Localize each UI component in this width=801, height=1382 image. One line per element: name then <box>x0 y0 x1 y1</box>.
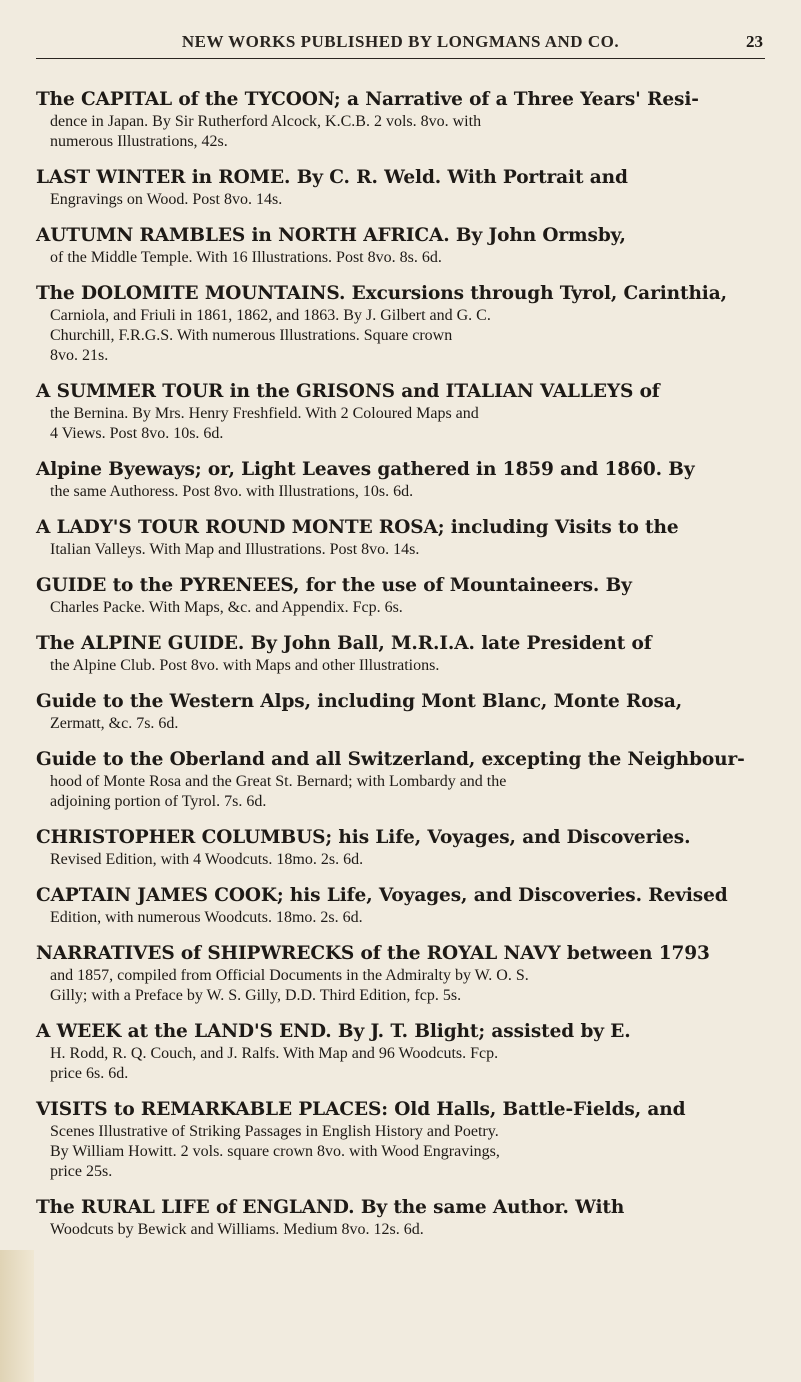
entry-title-line: The DOLOMITE MOUNTAINS. Excursions through Tyrol, Carinthia, <box>36 283 727 304</box>
entry-body-line: Italian Valleys. With Map and Illustrations. Post 8vo. 14s. <box>50 541 420 558</box>
catalogue-entry <box>36 458 764 502</box>
catalogue-entry <box>36 748 764 812</box>
entry-body-line: numerous Illustrations, 42s. <box>50 133 228 150</box>
entry-body-line: Engravings on Wood. Post 8vo. 14s. <box>50 191 283 208</box>
entry-title-line: VISITS to REMARKABLE PLACES: Old Halls, Battle-Fields, and <box>36 1099 686 1120</box>
entry-title-line: GUIDE to the PYRENEES, for the use of Mountaineers. By <box>36 575 632 596</box>
entry-title-line: Guide to the Western Alps, including Mont Blanc, Monte Rosa, <box>36 691 683 712</box>
entry-body-line: dence in Japan. By Sir Rutherford Alcock, K.C.B. 2 vols. 8vo. with <box>50 113 482 130</box>
entry-title-line: The ALPINE GUIDE. By John Ball, M.R.I.A. late President of <box>36 633 652 654</box>
entry-title-line: Guide to the Oberland and all Switzerland, excepting the Neighbour- <box>36 749 745 770</box>
entry-body-line: the Bernina. By Mrs. Henry Freshfield. With 2 Coloured Maps and <box>50 405 479 422</box>
entry-body-line: 4 Views. Post 8vo. 10s. 6d. <box>50 425 224 442</box>
running-title: NEW WORKS PUBLISHED BY LONGMANS AND CO. <box>181 32 620 51</box>
catalogue-entry <box>36 516 764 560</box>
entry-title-line: NARRATIVES of SHIPWRECKS of the ROYAL NAVY between 1793 <box>36 943 710 964</box>
entry-body-line: Scenes Illustrative of Striking Passages in English History and Poetry. <box>50 1123 499 1140</box>
entry-body-line: By William Howitt. 2 vols. square crown 8vo. with Wood Engravings, <box>50 1143 500 1160</box>
catalogue-entry <box>36 88 764 152</box>
entry-body-line: Zermatt, &c. 7s. 6d. <box>50 715 179 732</box>
catalogue-entry <box>36 1020 764 1084</box>
entry-body-line: price 25s. <box>50 1163 113 1180</box>
catalogue-list <box>36 88 764 1254</box>
entry-title-line: CHRISTOPHER COLUMBUS; his Life, Voyages, and Discoveries. <box>36 827 691 848</box>
catalogue-entry <box>36 1098 764 1182</box>
catalogue-entry <box>36 224 764 268</box>
entry-title-line: AUTUMN RAMBLES in NORTH AFRICA. By John Ormsby, <box>36 225 626 246</box>
entry-body-line: and 1857, compiled from Official Documents in the Admiralty by W. O. S. <box>50 967 529 984</box>
entry-title-line: A SUMMER TOUR in the GRISONS and ITALIAN VALLEYS of <box>36 381 660 402</box>
entry-body-line: hood of Monte Rosa and the Great St. Bernard; with Lombardy and the <box>50 773 507 790</box>
running-header <box>0 18 801 62</box>
catalogue-entry <box>36 574 764 618</box>
entry-body-line: H. Rodd, R. Q. Couch, and J. Ralfs. With Map and 96 Woodcuts. Fcp. <box>50 1045 499 1062</box>
entry-body-line: price 6s. 6d. <box>50 1065 129 1082</box>
entry-title-line: A WEEK at the LAND'S END. By J. T. Blight; assisted by E. <box>36 1021 631 1042</box>
entry-body-line: the same Authoress. Post 8vo. with Illustrations, 10s. 6d. <box>50 483 414 500</box>
entry-title-line: Alpine Byeways; or, Light Leaves gathered in 1859 and 1860. By <box>36 459 695 480</box>
catalogue-entry <box>36 690 764 734</box>
catalogue-entry <box>36 884 764 928</box>
header-rule <box>36 58 765 59</box>
catalogue-entry <box>36 282 764 366</box>
entry-body-line: Churchill, F.R.G.S. With numerous Illustrations. Square crown <box>50 327 453 344</box>
catalogue-entry <box>36 632 764 676</box>
entry-body-line: Gilly; with a Preface by W. S. Gilly, D.D. Third Edition, fcp. 5s. <box>50 987 462 1004</box>
entry-body-line: Carniola, and Friuli in 1861, 1862, and 1863. By J. Gilbert and G. C. <box>50 307 491 324</box>
catalogue-entry <box>36 166 764 210</box>
entry-title-line: The RURAL LIFE of ENGLAND. By the same Author. With <box>36 1197 625 1218</box>
page-number: 23 <box>746 32 763 51</box>
entry-body-line: Woodcuts by Bewick and Williams. Medium 8vo. 12s. 6d. <box>50 1221 424 1238</box>
entry-body-line: adjoining portion of Tyrol. 7s. 6d. <box>50 793 267 810</box>
catalogue-entry <box>36 942 764 1006</box>
catalogue-entry <box>36 1196 764 1240</box>
entry-body-line: of the Middle Temple. With 16 Illustrations. Post 8vo. 8s. 6d. <box>50 249 442 266</box>
entry-body-line: the Alpine Club. Post 8vo. with Maps and other Illustrations. <box>50 657 440 674</box>
entry-body-line: Charles Packe. With Maps, &c. and Appendix. Fcp. 6s. <box>50 599 403 616</box>
entry-body-line: Edition, with numerous Woodcuts. 18mo. 2s. 6d. <box>50 909 363 926</box>
catalogue-entry <box>36 380 764 444</box>
entry-body-line: 8vo. 21s. <box>50 347 109 364</box>
entry-body-line: Revised Edition, with 4 Woodcuts. 18mo. 2s. 6d. <box>50 851 364 868</box>
entry-title-line: CAPTAIN JAMES COOK; his Life, Voyages, and Discoveries. Revised <box>36 885 728 906</box>
entry-title-line: The CAPITAL of the TYCOON; a Narrative of a Three Years' Resi- <box>36 89 699 110</box>
entry-title-line: A LADY'S TOUR ROUND MONTE ROSA; including Visits to the <box>36 517 679 538</box>
page-edge-shadow <box>0 1250 34 1382</box>
catalogue-entry <box>36 826 764 870</box>
entry-title-line: LAST WINTER in ROME. By C. R. Weld. With Portrait and <box>36 167 628 188</box>
